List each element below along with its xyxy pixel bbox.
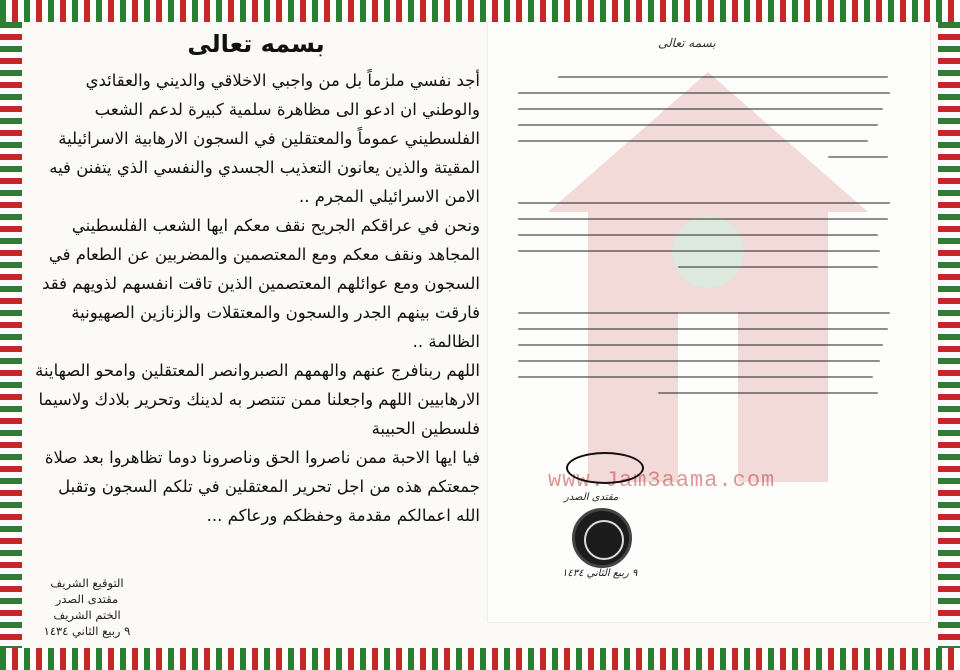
handwritten-title: بسمه تعالى [658,36,716,50]
handwriting-line [518,250,880,252]
seal-label: الختم الشريف [53,608,121,622]
official-seal-icon [572,508,632,568]
handwriting-line [518,218,888,220]
handwritten-signature [566,452,644,484]
decorative-border-right [938,22,960,648]
handwriting-line [658,392,878,394]
handwriting-line [678,266,878,268]
handwriting-line [518,108,883,110]
handwriting-line [518,312,890,314]
typed-letter [32,30,480,650]
handwriting-line [518,376,873,378]
handwriting-line [518,124,878,126]
typed-paragraph-3: اللهم ربنافرج عنهم والهمهم الصبروانصر المعتقلين وامحو الصهاينة الارهابيين اللهم واجعلنا ممن تنتصر به لدينك وتحرير بلادك ولاسيما فلسطين الحبيبة [35,361,480,438]
handwriting-line [518,344,883,346]
decorative-border-top [0,0,960,22]
handwriting-line [518,140,868,142]
typed-signature-block [40,575,134,639]
decorative-border-bottom [0,648,960,670]
decorative-border-left [0,22,22,648]
signature-label: التوقيع الشريف [50,576,124,590]
handwriting-line [518,92,890,94]
typed-letter-title: بسمه تعالى [187,30,325,58]
letter-date: ٩ ربيع الثاني ١٤٣٤ [43,624,131,638]
typed-paragraph-1: أجد نفسي ملزماً بل من واجبي الاخلاقي والديني والعقائدي والوطني ان ادعو الى مظاهرة سلمية كبيرة لدعم الشعب الفلسطيني عموماً والمعتقلين في السجون الارهابية الاسرائيلية المقيتة والذين يعانون التعذيب الجسدي والنفسي الذي يتفنن فيه الامن الاسرائيلي المجرم .. [49,71,480,206]
signatory-name: مقتدى الصدر [55,592,119,606]
handwriting-line [518,360,880,362]
handwritten-text-lines [518,76,898,408]
handwritten-letter [488,22,930,622]
typed-paragraph-2: ونحن في عراقكم الجريح نقف معكم ايها الشعب الفلسطيني المجاهد ونقف معكم ومع المعتصمين والمضربين عن الطعام في السجون ومع عوائلهم المعتصمين الذين تاقت انفسهم لذويهم فقد فارقت بينهم الجدر والسجون والمعتقلات والزنازين الصهيونية الظالمة .. [42,216,480,351]
handwriting-line [558,76,888,78]
handwritten-signatory-name: مقتدى الصدر [564,492,619,503]
handwriting-line [518,234,878,236]
watermark-url: www.Jam3aama.com [548,468,776,493]
handwritten-date: ٩ ربيع الثاني ١٤٣٤ [562,568,638,579]
handwriting-line [828,156,888,158]
handwriting-line [518,202,890,204]
handwriting-line [518,328,888,330]
typed-paragraph-4: فيا ايها الاحبة ممن ناصروا الحق وناصرونا دوما تظاهروا بعد صلاة جمعتكم هذه من اجل تحرير المعتقلين في تلكم السجون وتقبل الله اعمالكم مقدمة وحفظكم ورعاكم ... [44,448,480,525]
